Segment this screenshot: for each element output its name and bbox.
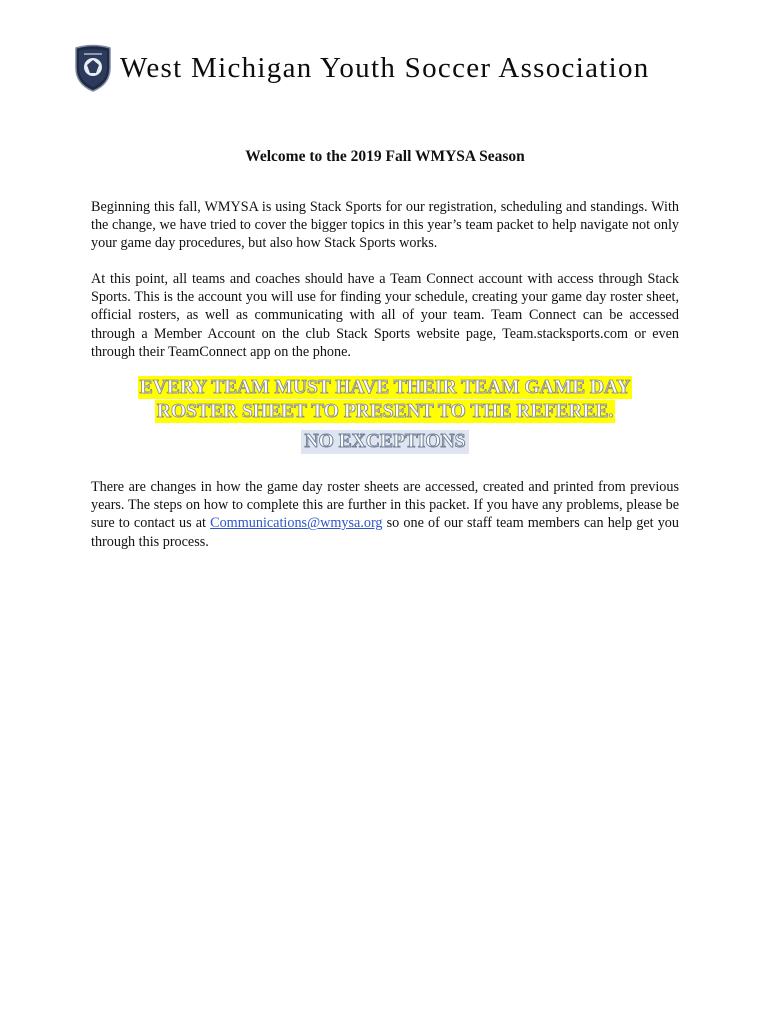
- callout-line-1: EVERY TEAM MUST HAVE THEIR TEAM GAME DAY: [139, 377, 631, 398]
- org-title: West Michigan Youth Soccer Association: [120, 51, 650, 84]
- no-exceptions-badge: NO EXCEPTIONS: [301, 430, 470, 454]
- wmysa-shield-logo-icon: [74, 44, 112, 92]
- document-header: [74, 44, 650, 92]
- welcome-heading: Welcome to the 2019 Fall WMYSA Season: [245, 148, 525, 165]
- contact-text-after: so one of our staff team members can help get you through this process.: [91, 515, 679, 550]
- communications-email-link[interactable]: Communications@wmysa.org: [210, 515, 383, 532]
- intro-paragraph: Beginning this fall, WMYSA is using Stack Sports for our registration, scheduling and standings. With the change, we have tried to cover the bigger topics in this year’s team packet to help navigate not only your game day procedures, but also how Stack Sports works.: [91, 199, 679, 252]
- contact-paragraph: [91, 478, 679, 551]
- roster-requirement-callout: [0, 376, 770, 454]
- callout-line-2: ROSTER SHEET TO PRESENT TO THE REFEREE.: [156, 401, 614, 422]
- team-connect-paragraph: At this point, all teams and coaches should have a Team Connect account with access through Stack Sports. This is the account you will use for finding your schedule, creating your game day roster sheet, official rosters, as well as communicating with all of your team. Team Connect can be accessed through a Member Account on the club Stack Sports website page, Team.stacksports.com or even through their TeamConnect app on the phone.: [91, 271, 679, 360]
- contact-text-before: There are changes in how the game day roster sheets are accessed, created and printed from previous years. The steps on how to complete this are further in this packet. If you have any problems, please be sure to contact us at: [91, 479, 679, 532]
